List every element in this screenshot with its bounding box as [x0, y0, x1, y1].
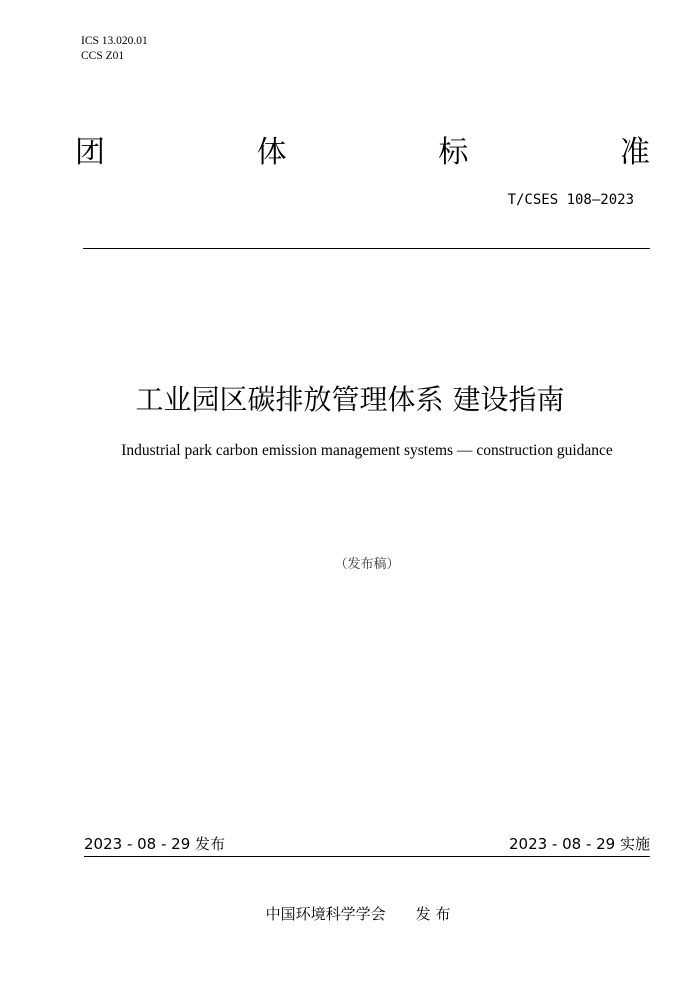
implementation-date: 2023 - 08 - 29 实施 — [508, 835, 650, 853]
document-type-heading — [75, 133, 650, 173]
publisher: 中国环境科学学会 发 布 — [265, 905, 451, 923]
ccs-code: CCS Z01 — [81, 50, 125, 62]
ics-code: ICS 13.020.01 — [81, 35, 148, 47]
document-type-char: 标 — [438, 135, 469, 170]
issue-date: 2023 - 08 - 29 发布 — [84, 835, 226, 853]
document-type-char: 准 — [619, 135, 650, 170]
title-english: Industrial park carbon emission management systems — construction guidance — [121, 442, 613, 459]
title-chinese: 工业园区碳排放管理体系 建设指南 — [135, 383, 565, 416]
document-type-char: 团 — [75, 135, 105, 170]
top-divider — [83, 248, 650, 249]
classification-codes — [81, 34, 148, 64]
draft-status: （发布稿） — [334, 557, 400, 572]
document-type-char: 体 — [256, 135, 287, 170]
standard-number: T/CSES 108—2023 — [507, 192, 634, 208]
bottom-divider — [84, 856, 650, 857]
